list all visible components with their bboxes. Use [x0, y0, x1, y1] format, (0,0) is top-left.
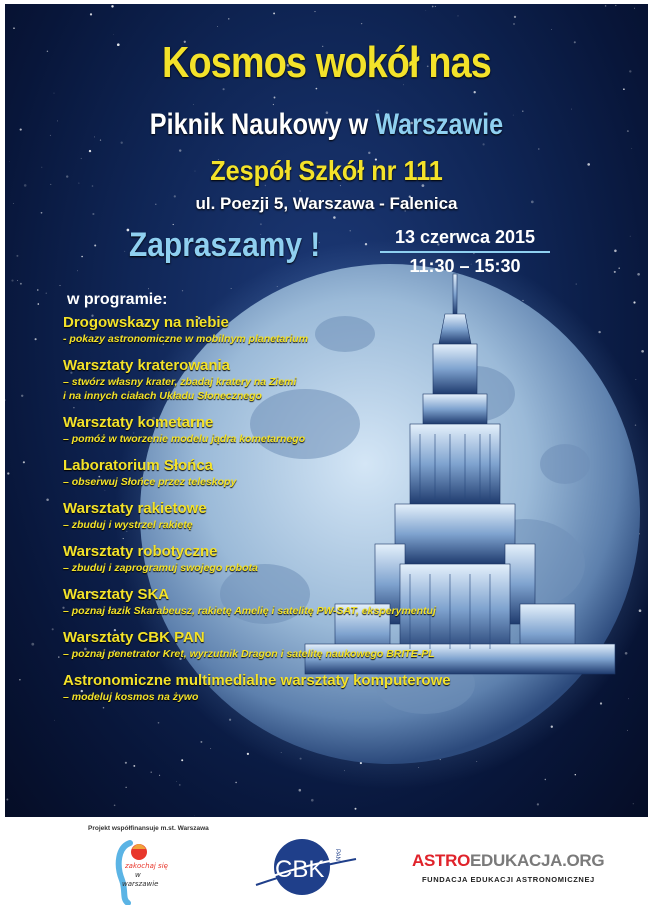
program-item-desc: – poznaj łazik Skarabeusz, rakietę Amelię i satelitę PW-SAT, eksperymentuj: [63, 605, 436, 617]
program-item-desc: – pomóż w tworzenie modelu jądra kometarnego: [63, 433, 306, 445]
program-item-title: Drogowskazy na niebie: [63, 314, 229, 331]
program-item-title: Warsztaty kometarne: [63, 414, 214, 431]
program-item: [63, 628, 563, 661]
program-item-desc: – obserwuj Słońce przez teleskopy: [63, 476, 237, 488]
program-item: [63, 313, 563, 346]
footer-logos: [0, 817, 657, 923]
address: ul. Poezji 5, Warszawa - Falenica: [195, 194, 458, 213]
cbk-pan-logo: [252, 835, 362, 905]
zakochaj-line3: warszawie: [122, 880, 159, 888]
program-item-desc: – poznaj penetrator Kret, wyrzutnik Dragon i satelitę naukowego BRITE-PL: [63, 648, 435, 660]
program-item-desc: – modeluj kosmos na żywo: [63, 691, 199, 703]
program-item: [63, 671, 563, 704]
program-item: [63, 356, 563, 403]
poster-subtitle: [56, 108, 596, 142]
school-name: Zespół Szkół nr 111: [210, 155, 443, 186]
astroedukacja-logo: [412, 851, 604, 871]
program-item: [63, 499, 563, 532]
program-item: [63, 542, 563, 575]
zakochaj-line2: w: [135, 871, 141, 879]
cofinance-note: Projekt współfinansuje m.st. Warszawa: [88, 825, 209, 832]
poster: [5, 4, 648, 817]
astro-red: ASTRO: [412, 851, 471, 870]
program-item-title: Warsztaty rakietowe: [63, 500, 207, 517]
program-item-title: Warsztaty CBK PAN: [63, 629, 205, 646]
cbk-pan-text: PAN: [334, 849, 340, 861]
invite-text: Zapraszamy !: [129, 226, 321, 264]
program-item-title: Laboratorium Słońca: [63, 457, 214, 474]
cbk-text: CBK: [275, 856, 325, 883]
poster-title: Kosmos wokół nas: [161, 38, 491, 87]
zakochaj-w-warszawie-logo: [108, 835, 168, 905]
event-time: 11:30 – 15:30: [409, 256, 521, 276]
program-item: [63, 456, 563, 489]
program-item: [63, 413, 563, 446]
astro-grey: EDUKACJA.ORG: [470, 851, 605, 870]
program-item-title: Warsztaty SKA: [63, 586, 170, 603]
event-date: 13 czerwca 2015: [380, 227, 550, 253]
program-item-desc: – zbuduj i zaprogramuj swojego robota: [63, 562, 258, 574]
program-item-desc: – zbuduj i wystrzel rakietę: [63, 519, 193, 531]
program-item-title: Warsztaty kraterowania: [63, 357, 231, 374]
program-heading: w programie:: [67, 291, 168, 308]
program-item: [63, 585, 563, 618]
program-item-desc: – stwórz własny krater, zbadaj kratery na Ziemi i na innych ciałach Układu Słonecznego: [63, 376, 297, 402]
subtitle-city: Warszawie: [375, 108, 504, 141]
program-item-title: Astronomiczne multimedialne warsztaty komputerowe: [63, 672, 451, 689]
zakochaj-line1: zakochaj się: [125, 862, 168, 870]
program-item-desc: - pokazy astronomiczne w mobilnym planetarium: [63, 333, 309, 345]
astro-foundation: FUNDACJA EDUKACJI ASTRONOMICZNEJ: [422, 875, 595, 884]
program-item-title: Warsztaty robotyczne: [63, 543, 218, 560]
program-list: [63, 313, 563, 704]
subtitle-main: Piknik Naukowy w: [149, 108, 376, 141]
